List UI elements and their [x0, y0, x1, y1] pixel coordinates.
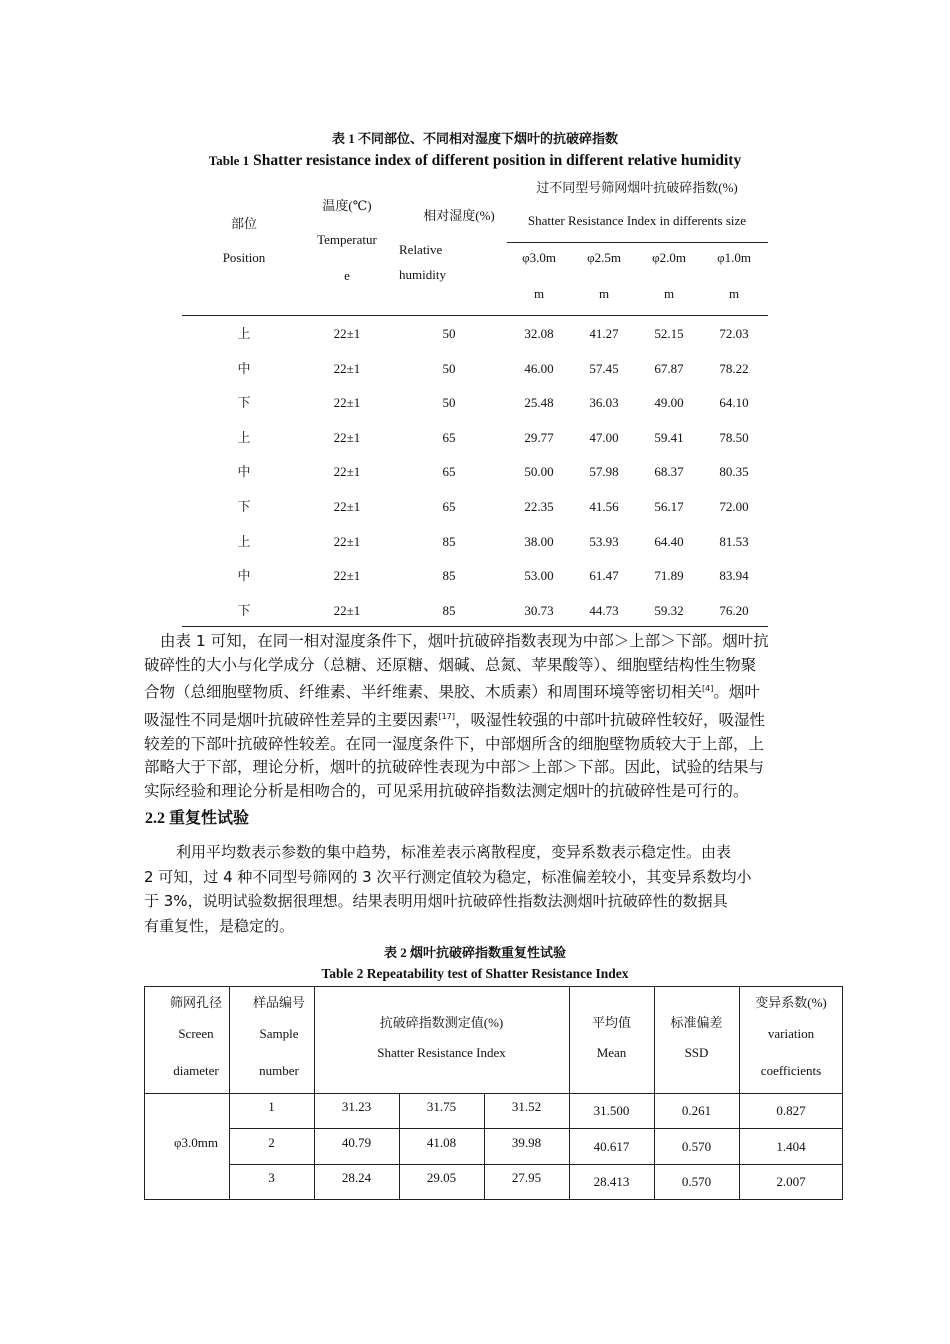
cell-position: 中: [237, 464, 251, 480]
cell-index-3mm: 38.00: [524, 533, 554, 549]
cell-index-2mm: 52.15: [654, 326, 684, 341]
header-temp-cn: 温度(℃): [322, 198, 372, 213]
cell-index-2-5mm: 41.27: [589, 326, 619, 341]
cell-ssd: 0.261: [681, 1103, 712, 1118]
table2-caption-en: Table 2 Repeatability test of Shatter Resistance Index: [321, 966, 629, 981]
header-cv-en-1: variation: [767, 1026, 815, 1041]
cell-index-2mm: 71.89: [654, 568, 684, 584]
header-mean-cn: 平均值: [591, 1015, 631, 1030]
cell-temperature: 22±1: [333, 568, 361, 584]
cell-ssd: 0.570: [681, 1138, 712, 1154]
cell-temperature: 22±1: [333, 395, 361, 411]
cell-index-2-5mm: 57.45: [589, 360, 619, 376]
cell-sample: 1: [268, 1099, 275, 1114]
cell-measure-3: 27.95: [511, 1170, 542, 1185]
cell-sample: 3: [268, 1170, 275, 1185]
cell-index-3mm: 25.48: [524, 395, 554, 411]
header-group-cn: 过不同型号筛网烟叶抗破碎指数(%): [536, 180, 738, 195]
paragraph-line: 有重复性，是稳定的。: [144, 916, 295, 935]
table-row: [182, 455, 768, 489]
cell-index-1mm: 81.53: [719, 533, 749, 549]
cell-temperature: 22±1: [333, 533, 361, 549]
cell-measure-3: 31.52: [511, 1099, 542, 1114]
table-row: [182, 421, 768, 455]
cell-position: 下: [237, 499, 251, 514]
cell-position: 上: [237, 533, 251, 549]
paragraph-line: 较差的下部叶抗破碎性较差。在同一湿度条件下，中部烟所含的细胞壁物质较大于上部，上: [144, 734, 765, 753]
cell-mean: 28.413: [593, 1174, 630, 1189]
header-cv-cn: 变异系数(%): [755, 995, 827, 1010]
cell-index-2-5mm: 61.47: [589, 568, 619, 584]
cell-temperature: 22±1: [333, 429, 361, 445]
header-group-rule: [507, 242, 768, 243]
paragraph-line: 部略大于下部，理论分析，烟叶的抗破碎性表现为中部＞上部＞下部。因此，试验的结果与: [144, 758, 765, 777]
cell-index-1mm: 78.22: [719, 360, 749, 376]
cell-index-3mm: 22.35: [524, 499, 554, 514]
table-row: [182, 317, 768, 351]
paragraph-text: ，吸湿性较强的中部叶抗破碎性较好，吸湿性: [454, 711, 765, 730]
cell-index-2-5mm: 41.56: [589, 499, 619, 514]
cell-humidity: 65: [442, 499, 456, 514]
grid-line: [229, 1128, 843, 1129]
paragraph-line: 利用平均数表示参数的集中趋势，标准差表示离散程度，变异系数表示稳定性。由表: [176, 843, 732, 861]
header-screen-en-1: Screen: [178, 1026, 214, 1041]
cell-index-2-5mm: 36.03: [589, 395, 619, 411]
cell-index-2-5mm: 53.93: [589, 533, 619, 549]
cell-temperature: 22±1: [333, 326, 361, 341]
cell-index-2mm: 59.41: [654, 429, 684, 445]
screen-diameter-value: φ3.0mm: [174, 1135, 218, 1150]
header-position-en: Position: [222, 250, 266, 265]
cell-index-1mm: 72.00: [719, 499, 749, 514]
header-sample-cn: 样品编号: [252, 995, 305, 1010]
cell-humidity: 50: [442, 360, 456, 376]
cell-index-2mm: 67.87: [654, 360, 684, 376]
cell-position: 中: [237, 568, 251, 584]
cell-position: 上: [237, 326, 251, 341]
table-row: [182, 525, 768, 559]
header-screen-en-2: diameter: [173, 1063, 219, 1078]
header-rh-en-1: Relative: [399, 242, 443, 257]
cell-ssd: 0.570: [681, 1174, 712, 1189]
header-rh-en-2: humidity: [399, 267, 446, 282]
cell-humidity: 65: [442, 429, 456, 445]
table1-caption-en: [0, 152, 950, 170]
cell-index-1mm: 76.20: [719, 602, 749, 618]
paragraph-line: 实际经验和理论分析是相吻合的，可见采用抗破碎指数法测定烟叶的抗破碎性是可行的。: [144, 781, 749, 800]
cell-index-2-5mm: 47.00: [589, 429, 619, 445]
paragraph-text: 吸湿性不同是烟叶抗破碎性差异的主要因素: [144, 711, 439, 730]
cell-index-2mm: 59.32: [654, 602, 684, 618]
table1-caption-cn: 表 1 不同部位、不同相对湿度下烟叶的抗破碎指数: [331, 131, 618, 146]
cell-measure-2: 29.05: [426, 1170, 457, 1185]
table-row: [182, 352, 768, 386]
cell-index-1mm: 83.94: [719, 568, 749, 584]
paragraph-line: 2 可知，过 4 种不同型号筛网的 3 次平行测定值较为稳定，标准偏差较小，其变异系数均小: [144, 867, 752, 886]
paragraph-line: [144, 677, 844, 705]
header-rh-cn: 相对湿度(%): [423, 208, 495, 223]
citation-ref: [17]: [438, 711, 455, 721]
cell-index-2mm: 64.40: [654, 533, 684, 549]
grid-line: [739, 986, 740, 1200]
cell-index-1mm: 64.10: [719, 395, 749, 411]
cell-index-2-5mm: 57.98: [589, 464, 619, 480]
header-sample-en-1: Sample: [259, 1026, 299, 1041]
cell-index-3mm: 32.08: [524, 326, 554, 341]
cell-index-3mm: 29.77: [524, 429, 554, 445]
header-size-1b: m: [533, 286, 545, 301]
header-screen-cn: 筛网孔径: [169, 995, 222, 1010]
header-measured-cn: 抗破碎指数测定值(%): [379, 1015, 504, 1030]
header-size-4a: φ1.0m: [717, 250, 751, 265]
cell-index-1mm: 78.50: [719, 429, 749, 445]
table2: [144, 986, 843, 1200]
header-position-cn: 部位: [230, 216, 257, 231]
cell-sample: 2: [268, 1134, 275, 1150]
cell-measure-1: 28.24: [341, 1170, 372, 1185]
cell-humidity: 50: [442, 326, 456, 341]
header-sample-en-2: number: [259, 1063, 299, 1078]
header-size-3a: φ2.0m: [652, 250, 686, 265]
table1-caption-label: Table 1: [208, 153, 250, 168]
cell-index-3mm: 46.00: [524, 360, 554, 376]
paragraph-text: 合物（总细胞壁物质、纤维素、半纤维素、果胶、木质素）和周围环境等密切相关: [144, 683, 703, 702]
header-temp-en-1: Temperatur: [317, 232, 377, 247]
paragraph-line: [144, 705, 844, 733]
cell-humidity: 50: [442, 395, 456, 411]
table-bottom-rule: [182, 626, 768, 627]
cell-index-2mm: 49.00: [654, 395, 684, 411]
cell-cv: 2.007: [776, 1174, 806, 1189]
cell-position: 下: [237, 395, 251, 411]
cell-mean: 40.617: [593, 1138, 630, 1154]
cell-cv: 1.404: [776, 1138, 806, 1154]
header-size-4b: m: [728, 286, 740, 301]
header-group-en: Shatter Resistance Index in differents size: [527, 213, 747, 228]
header-ssd-en: SSD: [684, 1045, 709, 1060]
cell-index-1mm: 80.35: [719, 464, 749, 480]
paragraph-analysis: [144, 630, 844, 803]
cell-index-2mm: 68.37: [654, 464, 684, 480]
cell-mean: 31.500: [593, 1103, 630, 1118]
header-cv-en-2: coefficients: [760, 1063, 822, 1078]
header-temp-en-2: e: [344, 268, 350, 283]
header-measured-en: Shatter Resistance Index: [377, 1045, 506, 1060]
header-size-3b: m: [663, 286, 675, 301]
cell-index-3mm: 30.73: [524, 602, 554, 618]
table-row: [182, 559, 768, 593]
cell-index-1mm: 72.03: [719, 326, 749, 341]
header-bottom-rule: [182, 315, 768, 316]
section-heading: 2.2 重复性试验: [145, 810, 250, 827]
cell-index-3mm: 53.00: [524, 568, 554, 584]
citation-ref: [4]: [702, 684, 714, 694]
paragraph-line: 由表 1 可知，在同一相对湿度条件下，烟叶抗破碎指数表现为中部＞上部＞下部。烟叶抗: [160, 632, 769, 650]
cell-temperature: 22±1: [333, 464, 361, 480]
cell-measure-3: 39.98: [511, 1134, 542, 1150]
header-size-2b: m: [598, 286, 610, 301]
header-mean-en: Mean: [596, 1045, 627, 1060]
table-row: [182, 490, 768, 524]
cell-position: 下: [237, 602, 251, 618]
cell-measure-1: 40.79: [341, 1134, 372, 1150]
table2-caption-cn: 表 2 烟叶抗破碎指数重复性试验: [383, 945, 566, 960]
cell-measure-2: 31.75: [426, 1099, 457, 1114]
cell-index-2mm: 56.17: [654, 499, 684, 514]
cell-cv: 0.827: [776, 1103, 806, 1118]
cell-temperature: 22±1: [333, 602, 361, 618]
paragraph-text: 。烟叶: [713, 683, 760, 702]
cell-humidity: 85: [442, 602, 456, 618]
grid-line: [229, 986, 230, 1200]
header-size-2a: φ2.5m: [587, 250, 621, 265]
table-row: [182, 386, 768, 420]
cell-position: 上: [237, 429, 251, 445]
paragraph-line: 于 3%，说明试验数据很理想。结果表明用烟叶抗破碎性指数法测烟叶抗破碎性的数据具: [144, 892, 728, 910]
grid-line: [229, 1164, 843, 1165]
cell-temperature: 22±1: [333, 499, 361, 514]
cell-position: 中: [237, 360, 251, 376]
table-row: [182, 594, 768, 628]
cell-temperature: 22±1: [333, 360, 361, 376]
paragraph-line: 破碎性的大小与化学成分（总糖、还原糖、烟碱、总氮、苹果酸等）、细胞壁结构性生物聚: [144, 655, 757, 674]
cell-index-2-5mm: 44.73: [589, 602, 619, 618]
cell-humidity: 85: [442, 533, 456, 549]
header-ssd-cn: 标准偏差: [670, 1015, 723, 1030]
paragraph-repeatability: [144, 840, 824, 938]
cell-measure-1: 31.23: [341, 1099, 372, 1114]
header-size-1a: φ3.0m: [522, 250, 556, 265]
cell-measure-2: 41.08: [426, 1134, 457, 1150]
cell-humidity: 65: [442, 464, 456, 480]
table1-caption-text: Shatter resistance index of different position in different relative humidity: [253, 152, 742, 169]
cell-humidity: 85: [442, 568, 456, 584]
cell-index-3mm: 50.00: [524, 464, 554, 480]
